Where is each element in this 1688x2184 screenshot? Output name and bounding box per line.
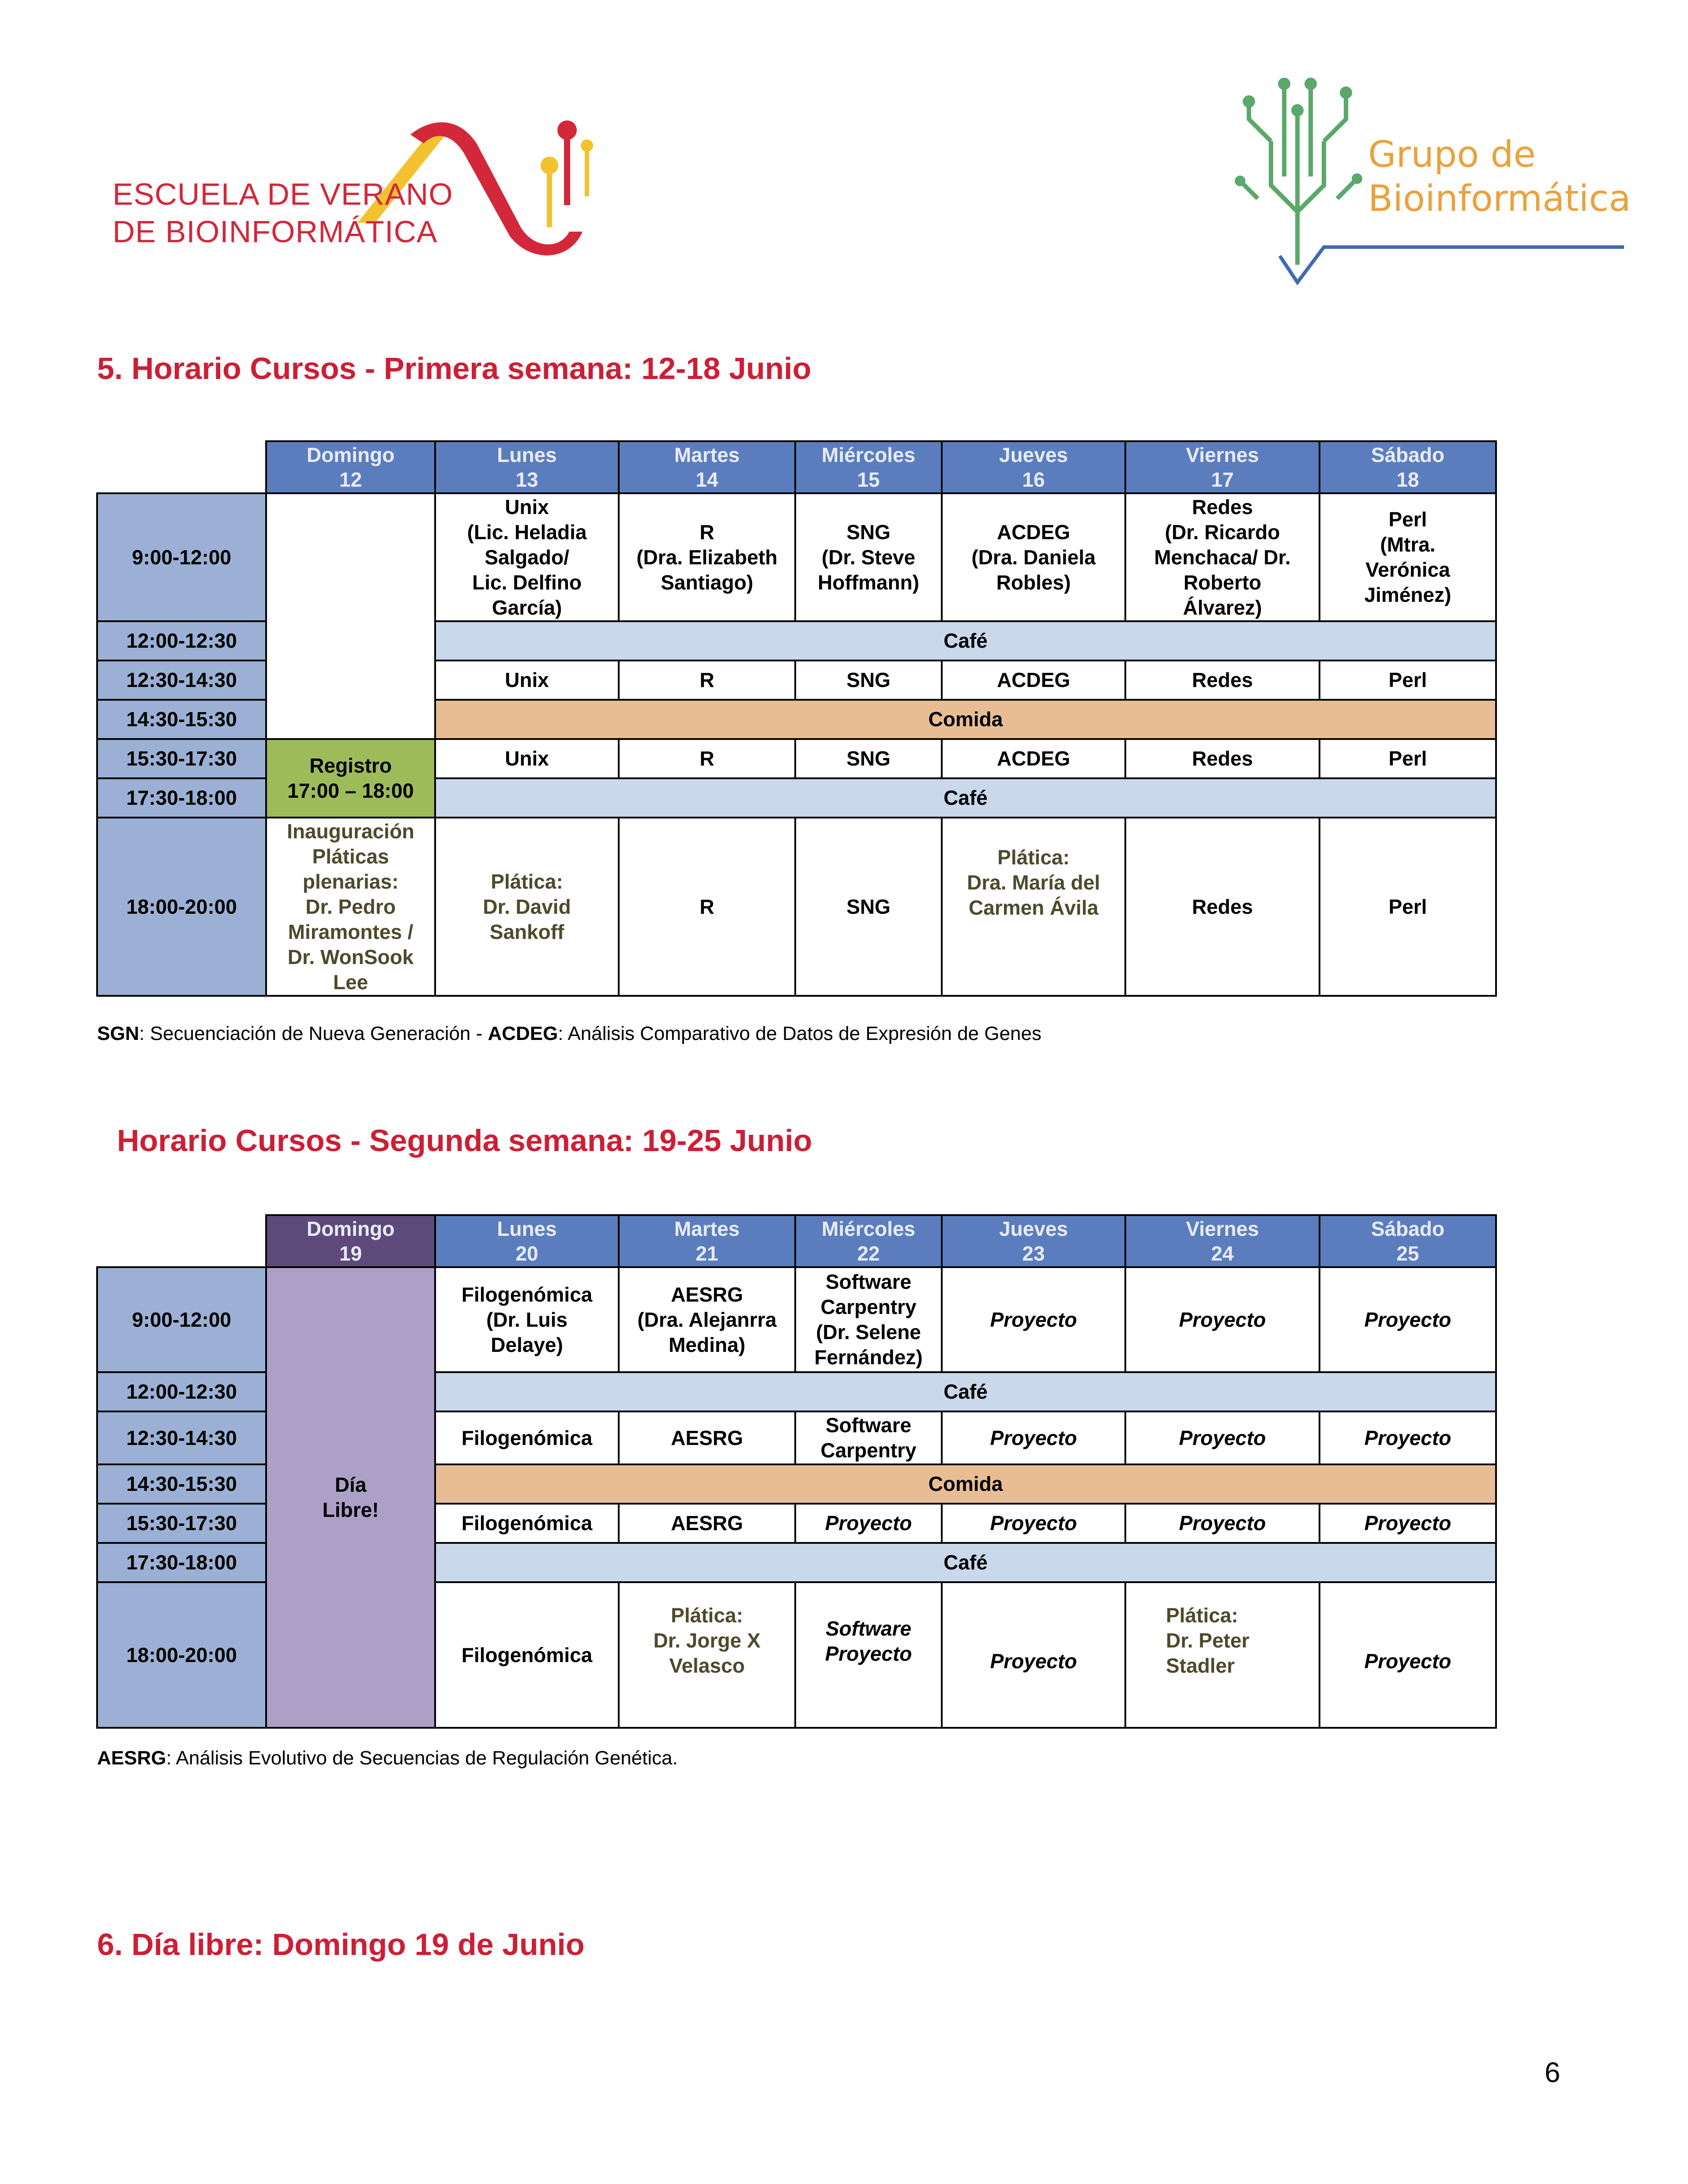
course-r-morning: R (Dra. Elizabeth Santiago): [619, 493, 795, 621]
time-cell: 15:30-17:30: [97, 739, 266, 778]
grupo-line2: Bioinformática: [1368, 178, 1631, 220]
abbreviations-note-week1: SGN: Secuenciación de Nueva Generación - ACDEG: Análisis Comparativo de Datos de Expresión de Genes: [97, 1023, 1041, 1044]
abbreviations-note-week2: AESRG: Análisis Evolutivo de Secuencias de Regulación Genética.: [97, 1747, 678, 1769]
proyecto-cell: Proyecto: [1320, 1504, 1496, 1543]
time-cell: 18:00-20:00: [97, 818, 266, 996]
registro-cell: Registro 17:00 – 18:00: [266, 739, 435, 818]
course-software-carpentry-morning: Software Carpentry (Dr. Selene Fernández): [795, 1267, 942, 1372]
row-1530: [97, 739, 1496, 778]
time-cell: 12:00-12:30: [97, 1372, 266, 1411]
course-cell: Filogenómica: [435, 1411, 619, 1464]
time-cell: 12:30-14:30: [97, 660, 266, 700]
course-cell: Perl: [1320, 818, 1496, 996]
corner-cell: [97, 1215, 266, 1267]
header-row: [97, 441, 1496, 493]
week2-title: Horario Cursos - Segunda semana: 19-25 Junio: [117, 1123, 812, 1158]
course-cell: Filogenómica: [435, 1582, 619, 1728]
grupo-bioinformatica-logo: [1231, 66, 1631, 287]
time-cell: 12:00-12:30: [97, 621, 266, 660]
time-cell: 14:30-15:30: [97, 700, 266, 739]
day-header-lunes: Lunes 13: [435, 441, 619, 493]
course-perl-morning: Perl (Mtra. Verónica Jiménez): [1320, 493, 1496, 621]
course-unix-morning: Unix (Lic. Heladia Salgado/ Lic. Delfino García): [435, 493, 619, 621]
day-header-domingo: Domingo 19: [266, 1215, 435, 1267]
day-header-viernes: Viernes 17: [1125, 441, 1320, 493]
proyecto-cell: Proyecto: [1125, 1504, 1320, 1543]
course-cell: AESRG: [619, 1411, 795, 1464]
course-cell: Perl: [1320, 660, 1496, 700]
platica-velasco-cell: Plática: Dr. Jorge X Velasco: [619, 1582, 795, 1728]
day-header-miercoles: Miércoles 15: [795, 441, 942, 493]
day-header-jueves: Jueves 23: [942, 1215, 1125, 1267]
cafe-cell: Café: [435, 1543, 1496, 1582]
day-header-sabado: Sábado 25: [1320, 1215, 1496, 1267]
time-cell: 9:00-12:00: [97, 1267, 266, 1372]
course-filogenomica-morning: Filogenómica (Dr. Luis Delaye): [435, 1267, 619, 1372]
row-1800: [97, 818, 1496, 996]
section-5-title: 5. Horario Cursos - Primera semana: 12-18 Junio: [97, 351, 812, 386]
course-sng-morning: SNG (Dr. Steve Hoffmann): [795, 493, 942, 621]
proyecto-cell: Proyecto: [942, 1267, 1125, 1372]
course-cell: Unix: [435, 660, 619, 700]
proyecto-cell: Proyecto: [942, 1504, 1125, 1543]
row-0900: [97, 1267, 1496, 1372]
course-cell: ACDEG: [942, 660, 1125, 700]
course-cell: SNG: [795, 739, 942, 778]
comida-cell: Comida: [435, 1464, 1496, 1504]
escuela-line1: ESCUELA DE VERANO: [113, 177, 453, 211]
platica-sankoff-cell: Plática: Dr. David Sankoff: [435, 818, 619, 996]
software-proyecto-cell: Software Proyecto: [795, 1582, 942, 1728]
time-cell: 12:30-14:30: [97, 1411, 266, 1464]
domingo-empty-cell: [266, 493, 435, 739]
schedule-week2-table: [96, 1214, 1497, 1729]
course-cell: ACDEG: [942, 739, 1125, 778]
course-redes-morning: Redes (Dr. Ricardo Menchaca/ Dr. Roberto Álvarez): [1125, 493, 1320, 621]
proyecto-cell: Proyecto: [942, 1582, 1125, 1728]
proyecto-cell: Proyecto: [1320, 1582, 1496, 1728]
course-cell: Perl: [1320, 739, 1496, 778]
time-cell: 18:00-20:00: [97, 1582, 266, 1728]
time-cell: 17:30-18:00: [97, 778, 266, 818]
course-cell: R: [619, 660, 795, 700]
course-cell: SNG: [795, 818, 942, 996]
row-0900: [97, 493, 1496, 621]
dia-libre-cell: Día Libre!: [266, 1267, 435, 1728]
day-header-lunes: Lunes 20: [435, 1215, 619, 1267]
course-cell: Filogenómica: [435, 1504, 619, 1543]
escuela-verano-logo: [110, 108, 609, 258]
time-cell: 17:30-18:00: [97, 1543, 266, 1582]
time-cell: 9:00-12:00: [97, 493, 266, 621]
cafe-cell: Café: [435, 778, 1496, 818]
section-6-title: 6. Día libre: Domingo 19 de Junio: [97, 1927, 585, 1962]
course-cell: Redes: [1125, 739, 1320, 778]
cafe-cell: Café: [435, 1372, 1496, 1411]
cafe-cell: Café: [435, 621, 1496, 660]
proyecto-cell: Proyecto: [1125, 1267, 1320, 1372]
corner-cell: [97, 441, 266, 493]
escuela-line2: DE BIOINFORMÁTICA: [113, 214, 438, 249]
platica-avila-cell: Plática: Dra. María del Carmen Ávila: [942, 818, 1125, 996]
time-cell: 14:30-15:30: [97, 1464, 266, 1504]
course-cell: AESRG: [619, 1504, 795, 1543]
course-aesrg-morning: AESRG (Dra. Alejanrra Medina): [619, 1267, 795, 1372]
grupo-line1: Grupo de: [1368, 134, 1536, 176]
course-cell: Redes: [1125, 818, 1320, 996]
proyecto-cell: Proyecto: [942, 1411, 1125, 1464]
day-header-domingo: Domingo 12: [266, 441, 435, 493]
header-row: [97, 1215, 1496, 1267]
course-cell: Redes: [1125, 660, 1320, 700]
course-cell: Unix: [435, 739, 619, 778]
proyecto-cell: Proyecto: [1320, 1267, 1496, 1372]
day-header-viernes: Viernes 24: [1125, 1215, 1320, 1267]
page-number: 6: [1545, 2056, 1560, 2088]
proyecto-cell: Proyecto: [795, 1504, 942, 1543]
time-cell: 15:30-17:30: [97, 1504, 266, 1543]
day-header-jueves: Jueves 16: [942, 441, 1125, 493]
course-cell: R: [619, 818, 795, 996]
schedule-week1-table: [96, 440, 1497, 997]
day-header-martes: Martes 21: [619, 1215, 795, 1267]
proyecto-cell: Proyecto: [1125, 1411, 1320, 1464]
course-software-carpentry-midday: Software Carpentry: [795, 1411, 942, 1464]
day-header-martes: Martes 14: [619, 441, 795, 493]
circuit-tree-icon: [1231, 66, 1628, 287]
comida-cell: Comida: [435, 700, 1496, 739]
course-cell: SNG: [795, 660, 942, 700]
platica-stadler-cell: Plática: Dr. Peter Stadler: [1125, 1582, 1320, 1728]
course-acdeg-morning: ACDEG (Dra. Daniela Robles): [942, 493, 1125, 621]
day-header-miercoles: Miércoles 22: [795, 1215, 942, 1267]
day-header-sabado: Sábado 18: [1320, 441, 1496, 493]
course-cell: R: [619, 739, 795, 778]
proyecto-cell: Proyecto: [1320, 1411, 1496, 1464]
inauguracion-cell: Inauguración Pláticas plenarias: Dr. Pedro Miramontes / Dr. WonSook Lee: [266, 818, 435, 996]
